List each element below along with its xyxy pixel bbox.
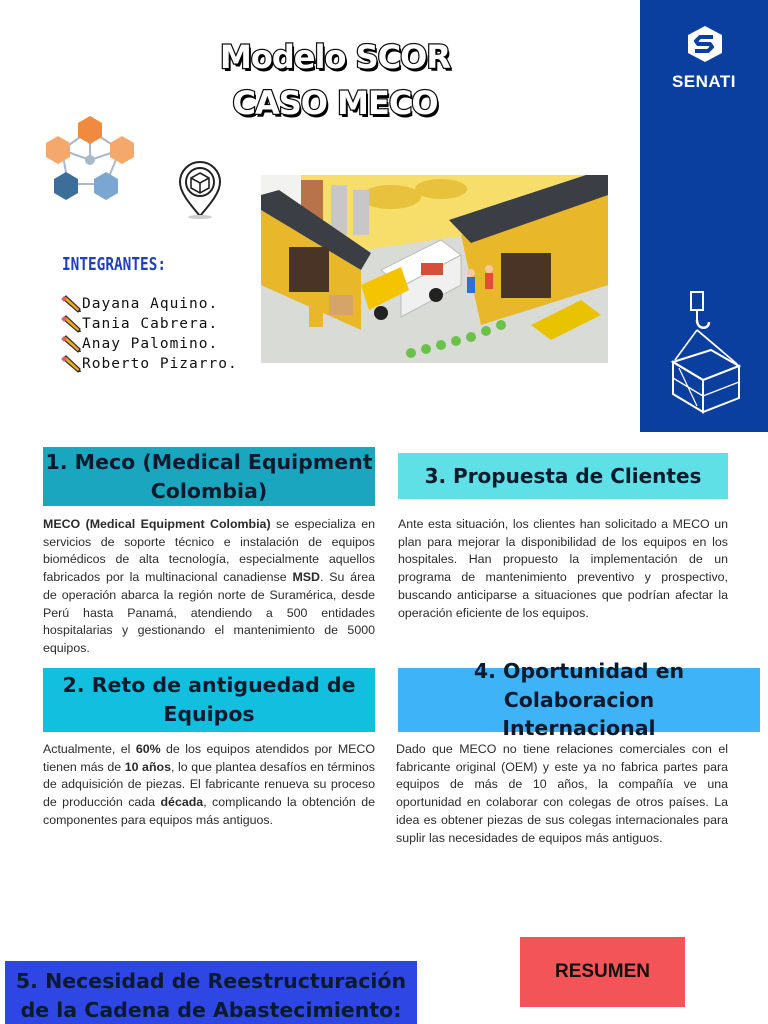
member-name: Tania Cabrera. [82, 316, 219, 332]
section-5-heading [5, 961, 417, 1024]
hexagon-network-icon [40, 112, 140, 207]
text-run: . Su área de operación abarca la región norte de Suramérica, desde Perú hasta Panamá, atendiendo a 500 entidades hospitalarias y gestionando el mantenimiento de 5000 equipos. [43, 570, 375, 655]
page-title-line2: CASO MECO [232, 84, 438, 122]
member-name: Anay Palomino. [82, 336, 219, 352]
section-4-heading-line2: Internacional [502, 716, 656, 741]
members-list [60, 294, 238, 374]
section-2-heading [43, 668, 375, 732]
section-4-heading-line1: 4. Oportunidad en Colaboracion [473, 658, 685, 712]
decade-bold: década [160, 795, 204, 810]
section-2-heading-line2: Equipos [163, 702, 255, 726]
text-run: , lo que plantea desafíos en términos de adquisición de piezas. El fabricante renueva su proceso de producción cada [43, 759, 375, 810]
meco-bold: MECO (Medical Equipment Colombia) [43, 517, 271, 531]
crate-hook-icon [665, 290, 745, 415]
member-name: Roberto Pizarro. [82, 356, 238, 372]
section-5-heading-line1: 5. Necesidad de Reestructuración [15, 969, 407, 993]
text-run: Actualmente, el [43, 742, 136, 756]
section-4-heading [398, 658, 760, 741]
member-name: Dayana Aquino. [82, 296, 219, 312]
section-2-text [43, 741, 375, 830]
section-4-text: Dado que MECO no tiene relaciones comerciales con el fabricante original (OEM) y este ya no fabrica partes para equipos de más de 10 años, la compañía ve una oportunidad en colaborar con colegas de otros países. La idea es obtener piezas de sus colegas internacionales para suplir las necesidades de equipos más antiguos. [396, 742, 728, 845]
senati-brand-text: SENATI [671, 72, 737, 91]
location-pin-box-icon [174, 158, 226, 220]
members-title: INTEGRANTES: [62, 254, 167, 275]
list-item [60, 314, 238, 334]
text-run: se especializa en servicios de soporte técnico e instalación de equipos biomédicos de alta tecnología, especialmente aquellos fabricados por la multinacional canadiense [43, 517, 376, 585]
text-run: de los equipos atendidos por MECO tienen más de [43, 742, 375, 774]
section-1-heading: 1. Meco (Medical Equipment Colombia) [43, 447, 375, 506]
section-3-heading: 3. Propuesta de Clientes [398, 453, 728, 499]
page-title-line1: Modelo SCOR [220, 38, 450, 76]
pencil-icon [60, 295, 82, 313]
section-2-heading-line1: 2. Reto de antiguedad de [62, 673, 356, 698]
list-item [60, 294, 238, 314]
pencil-icon [60, 315, 82, 333]
section-1-text [43, 516, 375, 658]
percent-bold: 60% [135, 742, 161, 756]
list-item [60, 334, 238, 354]
section-3-text: Ante esta situación, los clientes han solicitado a MECO un plan para mejorar la disponibilidad de los equipos en los hospitales. Han propuesto la implementación de un programa de mantenimiento preventivo y prospectivo, buscando anticiparse a situaciones que podrían afectar la operación eficiente de los equipos. [398, 517, 728, 620]
list-item [60, 354, 238, 374]
years-bold: 10 años [124, 759, 171, 774]
msd-bold: MSD [292, 570, 320, 585]
text-run: , complicando la obtención de componentes para equipos más antiguos. [43, 795, 375, 827]
pencil-icon [60, 335, 82, 353]
senati-logo-icon [684, 24, 726, 64]
pencil-icon [60, 355, 82, 373]
resumen-label: RESUMEN [520, 937, 685, 1007]
section-5-heading-line2: de la Cadena de Abastecimiento: [20, 997, 402, 1022]
warehouse-scene-illustration [261, 175, 608, 363]
